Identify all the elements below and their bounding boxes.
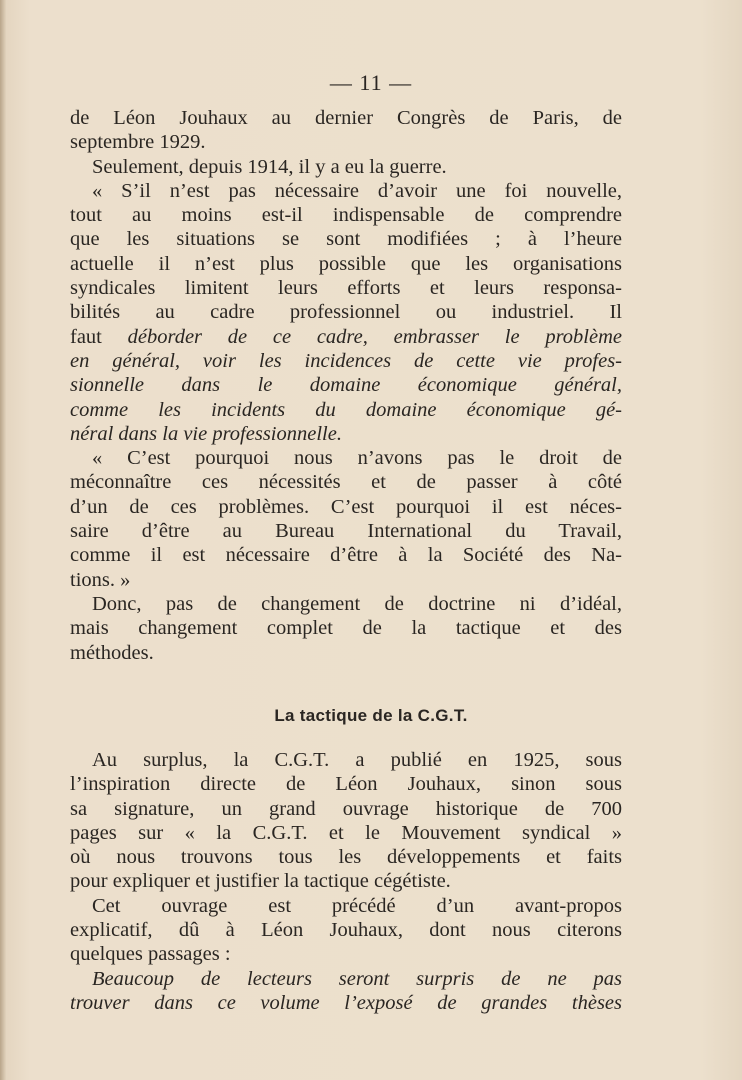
italic-text-line: trouver dans ce volume l’exposé de grandes thèses: [70, 991, 622, 1014]
page-edge: [0, 0, 6, 1080]
text-line: de Léon Jouhaux au dernier Congrès de Paris, de: [70, 107, 622, 129]
body-text-top: [70, 106, 622, 665]
paragraph: [70, 894, 622, 967]
mixed-text-line: [70, 325, 622, 349]
body-text-section: [70, 748, 622, 1015]
italic-paragraph: [70, 967, 622, 1016]
quote-paragraph: [70, 446, 622, 592]
paragraph: [70, 155, 622, 179]
text-line: l’inspiration directe de Léon Jouhaux, sinon sous: [70, 773, 622, 796]
text-line: tout au moins est-il indispensable de comprendre: [70, 204, 622, 227]
text-line: où nous trouvons tous les développements et faits: [70, 846, 622, 869]
text-line: syndicales limitent leurs efforts et leurs responsa-: [70, 277, 622, 300]
text-line: pages sur « la C.G.T. et le Mouvement syndical »: [70, 821, 622, 844]
text-line: actuelle il n’est plus possible que les organisations: [70, 252, 622, 275]
italic-text-line: Beaucoup de lecteurs seront surpris de ne pas: [92, 967, 622, 990]
italic-text-line: sionnelle dans le domaine économique général,: [70, 374, 622, 397]
text-line: mais changement complet de la tactique et des: [70, 617, 622, 640]
text-line: saire d’être au Bureau International du Travail,: [70, 520, 622, 543]
text-line: septembre 1929.: [70, 131, 206, 154]
italic-text-line: néral dans la vie professionnelle.: [70, 422, 342, 445]
text-line: méconnaître ces nécessités et de passer à côté: [70, 471, 622, 494]
text-run: faut: [70, 325, 128, 348]
text-line: « S’il n’est pas nécessaire d’avoir une foi nouvelle,: [92, 179, 622, 202]
section-heading: La tactique de la C.G.T.: [274, 706, 468, 725]
paragraph: [70, 592, 622, 665]
text-line: pour expliquer et justifier la tactique cégétiste.: [70, 870, 451, 893]
text-line: bilités au cadre professionnel ou industriel. Il: [70, 301, 622, 324]
paragraph: [70, 748, 622, 894]
italic-text-run: déborder de ce cadre, embrasser le problème: [127, 325, 622, 348]
text-line: tions. »: [70, 568, 131, 591]
text-line: sa signature, un grand ouvrage historique de 700: [70, 797, 622, 820]
italic-text-line: comme les incidents du domaine économique gé-: [70, 398, 622, 421]
text-line: quelques passages :: [70, 943, 231, 966]
quote-paragraph: [70, 179, 622, 446]
text-line: explicatif, dû à Léon Jouhaux, dont nous citerons: [70, 919, 622, 942]
text-line: comme il est nécessaire d’être à la Société des Na-: [70, 544, 622, 567]
text-line: méthodes.: [70, 641, 154, 664]
text-line: que les situations se sont modifiées ; à l’heure: [70, 228, 622, 251]
paragraph: [70, 106, 622, 155]
text-line: Seulement, depuis 1914, il y a eu la guerre.: [92, 155, 447, 178]
italic-text-line: en général, voir les incidences de cette vie profes-: [70, 349, 622, 372]
text-line: Au surplus, la C.G.T. a publié en 1925, sous: [92, 749, 622, 771]
text-line: Donc, pas de changement de doctrine ni d’idéal,: [92, 592, 622, 615]
text-line: Cet ouvrage est précédé d’un avant-propos: [92, 894, 622, 917]
text-line: d’un de ces problèmes. C’est pourquoi il est néces-: [70, 495, 622, 518]
page-number: — 11 —: [329, 70, 413, 95]
text-line: « C’est pourquoi nous n’avons pas le droit de: [92, 447, 622, 470]
